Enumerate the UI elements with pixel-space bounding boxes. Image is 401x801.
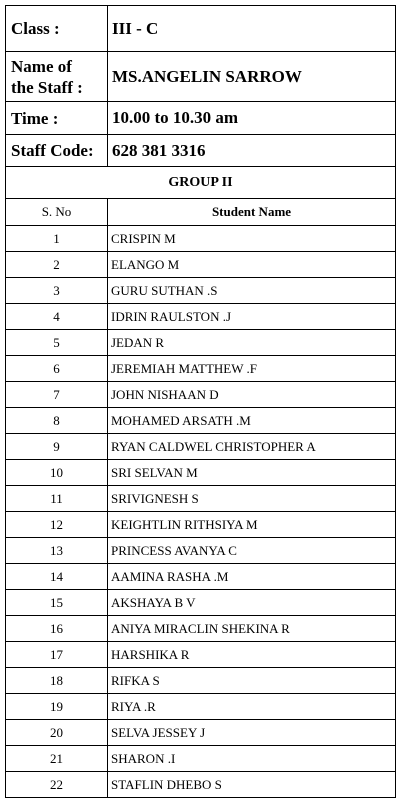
student-row <box>6 746 396 772</box>
column-header-row <box>6 199 396 226</box>
group-title: GROUP II <box>6 167 396 199</box>
student-row <box>6 564 396 590</box>
student-row <box>6 382 396 408</box>
class-value: III - C <box>108 6 396 52</box>
staff-name-label-line2: the Staff : <box>11 77 83 97</box>
student-sno: 10 <box>6 460 108 486</box>
student-sno: 19 <box>6 694 108 720</box>
student-name: CRISPIN M <box>108 226 396 252</box>
student-row <box>6 226 396 252</box>
student-sno: 16 <box>6 616 108 642</box>
student-name: PRINCESS AVANYA C <box>108 538 396 564</box>
student-row <box>6 772 396 798</box>
staff-code-value: 628 381 3316 <box>108 135 396 167</box>
student-name: ELANGO M <box>108 252 396 278</box>
student-row <box>6 720 396 746</box>
group-title-row <box>6 167 396 199</box>
student-row <box>6 616 396 642</box>
staff-code-row <box>6 135 396 167</box>
student-sno: 8 <box>6 408 108 434</box>
sno-header: S. No <box>6 199 108 226</box>
student-sno: 11 <box>6 486 108 512</box>
student-sno: 13 <box>6 538 108 564</box>
class-roster-table <box>5 5 396 798</box>
student-sno: 15 <box>6 590 108 616</box>
student-name: HARSHIKA R <box>108 642 396 668</box>
student-sno: 18 <box>6 668 108 694</box>
student-row <box>6 304 396 330</box>
student-sno: 3 <box>6 278 108 304</box>
student-row <box>6 590 396 616</box>
student-name: GURU SUTHAN .S <box>108 278 396 304</box>
class-row <box>6 6 396 52</box>
student-name: IDRIN RAULSTON .J <box>108 304 396 330</box>
student-sno: 20 <box>6 720 108 746</box>
time-row <box>6 102 396 135</box>
student-row <box>6 668 396 694</box>
student-row <box>6 356 396 382</box>
staff-name-row <box>6 52 396 102</box>
student-name: JEREMIAH MATTHEW .F <box>108 356 396 382</box>
student-sno: 12 <box>6 512 108 538</box>
student-sno: 14 <box>6 564 108 590</box>
staff-name-label <box>6 52 108 102</box>
student-sno: 6 <box>6 356 108 382</box>
student-name-header: Student Name <box>108 199 396 226</box>
student-row <box>6 278 396 304</box>
student-row <box>6 538 396 564</box>
student-sno: 5 <box>6 330 108 356</box>
student-row <box>6 434 396 460</box>
student-sno: 7 <box>6 382 108 408</box>
student-sno: 9 <box>6 434 108 460</box>
student-sno: 22 <box>6 772 108 798</box>
student-row <box>6 252 396 278</box>
student-row <box>6 642 396 668</box>
student-name: MOHAMED ARSATH .M <box>108 408 396 434</box>
student-sno: 21 <box>6 746 108 772</box>
student-name: SRI SELVAN M <box>108 460 396 486</box>
student-name: RYAN CALDWEL CHRISTOPHER A <box>108 434 396 460</box>
student-name: AAMINA RASHA .M <box>108 564 396 590</box>
student-row <box>6 408 396 434</box>
staff-name-value: MS.ANGELIN SARROW <box>108 52 396 102</box>
student-name: STAFLIN DHEBO S <box>108 772 396 798</box>
student-row <box>6 330 396 356</box>
student-row <box>6 512 396 538</box>
student-sno: 1 <box>6 226 108 252</box>
student-name: RIFKA S <box>108 668 396 694</box>
student-name: KEIGHTLIN RITHSIYA M <box>108 512 396 538</box>
student-sno: 2 <box>6 252 108 278</box>
time-label: Time : <box>6 102 108 135</box>
student-name: SRIVIGNESH S <box>108 486 396 512</box>
student-sno: 17 <box>6 642 108 668</box>
student-row <box>6 694 396 720</box>
student-name: JOHN NISHAAN D <box>108 382 396 408</box>
student-name: AKSHAYA B V <box>108 590 396 616</box>
student-name: SHARON .I <box>108 746 396 772</box>
staff-code-label: Staff Code: <box>6 135 108 167</box>
student-row <box>6 460 396 486</box>
staff-name-label-line1: Name of <box>11 56 72 76</box>
student-name: SELVA JESSEY J <box>108 720 396 746</box>
student-row <box>6 486 396 512</box>
student-sno: 4 <box>6 304 108 330</box>
student-name: RIYA .R <box>108 694 396 720</box>
class-label: Class : <box>6 6 108 52</box>
student-name: JEDAN R <box>108 330 396 356</box>
student-name: ANIYA MIRACLIN SHEKINA R <box>108 616 396 642</box>
time-value: 10.00 to 10.30 am <box>108 102 396 135</box>
